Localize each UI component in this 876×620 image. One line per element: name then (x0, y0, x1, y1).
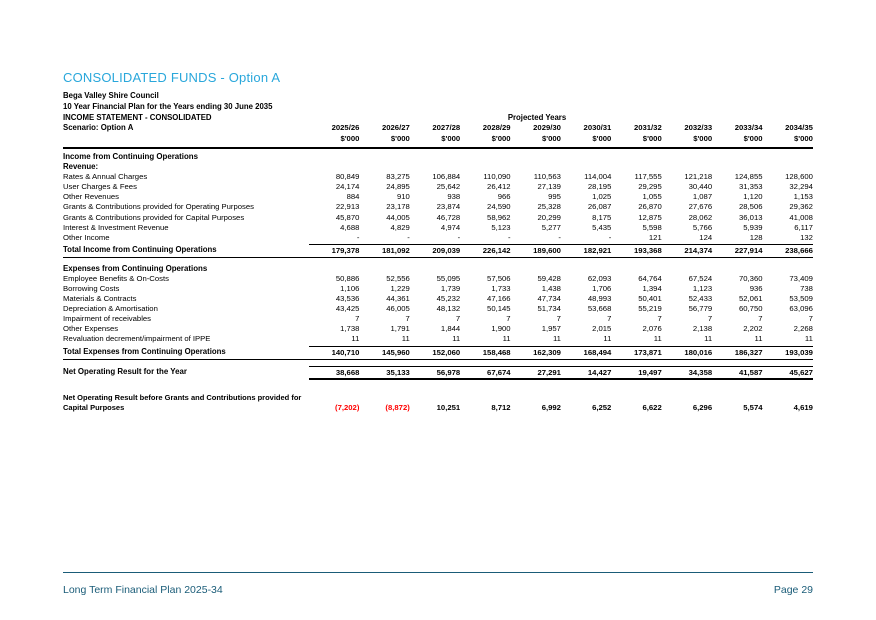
value-cell: 214,374 (662, 244, 712, 256)
table-row (63, 202, 813, 212)
income-total-row (63, 244, 813, 258)
value-cell: 2034/35 (785, 123, 813, 133)
value-cell: 162,309 (511, 346, 561, 358)
row-label (63, 393, 309, 412)
value-cell: 6,622 (642, 403, 662, 413)
value-cell: 152,060 (410, 346, 460, 358)
value-cell: 28,506 (739, 202, 763, 212)
value-cell: 7 (657, 314, 662, 324)
value-cell: 1,229 (390, 283, 410, 293)
value-cell: 2,202 (743, 324, 763, 334)
value-cell: 2,138 (692, 324, 713, 334)
value-cell: $'000 (743, 134, 763, 144)
value-cell: 121 (648, 232, 662, 242)
table-row (63, 233, 813, 243)
value-cell: 29,295 (638, 182, 662, 192)
value-cell: 995 (548, 192, 561, 202)
value-cell: 52,556 (386, 273, 410, 283)
value-cell: 41,587 (712, 366, 762, 381)
value-cell: 58,962 (487, 212, 511, 222)
value-cell: 24,174 (335, 182, 360, 192)
value-cell: 6,252 (592, 403, 612, 413)
value-cell: 936 (749, 283, 763, 293)
value-cell: 63,096 (789, 304, 813, 314)
table-row (63, 284, 813, 294)
value-cell: 10,251 (436, 403, 461, 413)
value-cell: 106,884 (432, 172, 461, 182)
value-cell: 11 (603, 334, 612, 344)
value-cell: 7 (506, 314, 511, 324)
value-cell: $'000 (491, 134, 511, 144)
row-label: Revaluation decrement/impairment of IPPE (63, 334, 211, 344)
value-cell: 2032/33 (684, 123, 713, 133)
value-cell: 41,008 (789, 212, 813, 222)
value-cell: 7 (607, 314, 612, 324)
value-cell: 2025/26 (331, 123, 360, 133)
unit-row (63, 134, 813, 149)
value-cell: $'000 (592, 134, 612, 144)
value-cell: 7 (808, 314, 813, 324)
value-cell: 12,875 (638, 212, 662, 222)
expenses-total-values (309, 346, 813, 358)
value-cell: 132 (800, 232, 813, 242)
value-cell: 5,123 (491, 222, 511, 232)
value-cell: 168,494 (561, 346, 611, 358)
value-cell: 26,412 (487, 182, 511, 192)
row-label: Grants & Contributions provided for Operating Purposes (63, 202, 255, 212)
value-cell: 128,600 (785, 172, 813, 182)
value-cell: 1,738 (340, 324, 360, 334)
value-cell: 1,957 (541, 324, 561, 334)
income-total-values (309, 244, 813, 256)
value-cell: 1,900 (491, 324, 511, 334)
value-cell: - (558, 232, 561, 242)
value-cell: 110,090 (483, 172, 511, 182)
value-cell: $'000 (441, 134, 461, 144)
value-cell: 67,524 (688, 273, 713, 283)
value-cell: 2029/30 (533, 123, 561, 133)
value-cell: 5,435 (592, 222, 612, 232)
row-label: Total Income from Continuing Operations (63, 244, 217, 254)
value-cell: 6,296 (692, 403, 713, 413)
value-cell: 5,277 (541, 222, 561, 232)
value-cell: 62,093 (587, 273, 612, 283)
value-cell: 7 (556, 314, 561, 324)
value-cell: 23,178 (386, 202, 410, 212)
value-cell: 45,627 (763, 366, 813, 381)
value-cell: 26,087 (587, 202, 612, 212)
value-cell: 7 (455, 314, 461, 324)
value-cell: - (457, 232, 461, 242)
value-cell: 11 (754, 334, 763, 344)
value-cell: 5,939 (743, 222, 763, 232)
value-cell: 80,849 (335, 172, 360, 182)
value-cell: - (407, 232, 410, 242)
value-cell: 158,468 (460, 346, 510, 358)
table-row (63, 334, 813, 344)
value-cell: 4,974 (440, 222, 461, 232)
value-cell: 180,016 (662, 346, 712, 358)
value-cell: 56,779 (688, 304, 713, 314)
value-cell: 4,829 (390, 222, 410, 232)
value-cell: 44,361 (386, 294, 410, 304)
unit-row-label (63, 134, 309, 145)
value-cell: 173,871 (611, 346, 661, 358)
year-column-headers (309, 123, 813, 134)
document-header (63, 91, 813, 113)
table-row (63, 182, 813, 192)
value-cell: 23,874 (436, 202, 461, 212)
value-cell: 193,039 (763, 346, 813, 358)
table-row (63, 274, 813, 284)
value-cell: 5,598 (642, 222, 662, 232)
value-cell: 7 (405, 314, 410, 324)
row-label: Impairment of receivables (63, 314, 152, 324)
income-section-header: Income from Continuing Operations (63, 151, 199, 161)
value-cell: 29,362 (789, 202, 813, 212)
income-rows (63, 172, 813, 243)
value-cell: 64,764 (638, 273, 662, 283)
value-cell: 1,706 (592, 283, 612, 293)
value-cell: 2028/29 (482, 123, 511, 133)
value-cell: 47,166 (487, 294, 511, 304)
net-result-values (309, 366, 813, 381)
value-cell: 31,353 (739, 182, 763, 192)
value-cell: 2,076 (642, 324, 662, 334)
value-cell: 4,619 (793, 403, 813, 413)
value-cell: 1,153 (793, 192, 813, 202)
row-label: Total Expenses from Continuing Operations (63, 346, 226, 356)
table-row (63, 172, 813, 182)
value-cell: 1,438 (541, 283, 561, 293)
value-cell: 7 (758, 314, 763, 324)
value-cell: 28,195 (587, 182, 612, 192)
value-cell: 226,142 (460, 244, 510, 256)
value-cell: 145,960 (359, 346, 409, 358)
value-cell: 11 (653, 334, 662, 344)
value-cell: 182,921 (561, 244, 611, 256)
value-cell: $'000 (642, 134, 662, 144)
value-cell: 238,666 (763, 244, 813, 256)
value-cell: 47,734 (537, 294, 561, 304)
value-cell: 1,055 (642, 192, 662, 202)
value-cell: 46,005 (386, 304, 410, 314)
value-cell: 46,728 (436, 212, 461, 222)
value-cell: 1,087 (692, 192, 713, 202)
value-cell: 6,992 (541, 403, 561, 413)
value-cell: 7 (355, 314, 360, 324)
value-cell: 55,219 (638, 304, 662, 314)
row-label: Other Expenses (63, 324, 119, 334)
value-cell: 67,674 (460, 366, 510, 381)
value-cell: 50,886 (335, 273, 360, 283)
value-cell: 6,117 (794, 222, 813, 232)
value-cell: 14,427 (561, 366, 611, 381)
value-cell: 27,676 (688, 202, 713, 212)
value-cell: 8,175 (592, 212, 612, 222)
plan-subtitle: 10 Year Financial Plan for the Years ending 30 June 2035 (63, 101, 273, 111)
value-cell: 738 (800, 283, 813, 293)
row-label: Borrowing Costs (63, 283, 120, 293)
row-label: Grants & Contributions provided for Capital Purposes (63, 212, 245, 222)
row-label: Rates & Annual Charges (63, 172, 148, 182)
value-cell: 1,733 (491, 283, 511, 293)
value-cell: 53,668 (587, 304, 612, 314)
row-label: Depreciation & Amortisation (63, 304, 158, 314)
value-cell: 117,555 (634, 172, 662, 182)
value-cell: 4,688 (340, 222, 360, 232)
value-cell: 5,766 (692, 222, 713, 232)
row-label: Interest & Investment Revenue (63, 222, 169, 232)
row-label: Employee Benefits & On-Costs (63, 273, 169, 283)
value-cell: 55,095 (436, 273, 461, 283)
value-cell: 11 (401, 334, 410, 344)
value-cell: 1,791 (390, 324, 410, 334)
value-cell: $'000 (542, 134, 561, 144)
value-cell: 2026/27 (381, 123, 410, 133)
value-cell: 35,133 (359, 366, 409, 381)
value-cell: 51,734 (537, 304, 561, 314)
row-label: Net Operating Result for the Year (63, 366, 187, 376)
org-name: Bega Valley Shire Council (63, 91, 159, 100)
value-cell: 19,497 (611, 366, 661, 381)
row-label: Other Income (63, 232, 110, 242)
value-cell: 73,409 (789, 273, 813, 283)
value-cell: 2031/32 (633, 123, 662, 133)
value-cell: 5,574 (743, 403, 763, 413)
page-footer (63, 572, 813, 596)
statement-title: INCOME STATEMENT - CONSOLIDATED (63, 112, 212, 122)
value-cell: 140,710 (309, 346, 359, 358)
value-cell: 1,844 (440, 324, 461, 334)
row-label: Other Revenues (63, 192, 119, 202)
value-cell: 52,061 (739, 294, 763, 304)
value-cell: - (608, 232, 612, 242)
value-cell: 27,139 (537, 182, 561, 192)
table-row (63, 223, 813, 233)
value-cell: 25,328 (537, 202, 561, 212)
net-before-capital-row (63, 393, 813, 412)
value-cell: 189,600 (511, 244, 561, 256)
value-cell: 7 (707, 314, 713, 324)
value-cell: 83,275 (386, 172, 410, 182)
value-cell: 2030/31 (583, 123, 612, 133)
value-cell: 56,978 (410, 366, 460, 381)
value-cell: 32,294 (789, 182, 813, 192)
value-cell: 1,739 (440, 283, 461, 293)
value-cell: 209,039 (410, 244, 460, 256)
value-cell: 24,895 (386, 182, 410, 192)
value-cell: 124 (699, 232, 713, 242)
expenses-total-row (63, 346, 813, 360)
value-cell: 52,433 (688, 294, 713, 304)
scenario-row (63, 123, 813, 134)
value-cell: 43,425 (335, 304, 360, 314)
value-cell: 193,368 (611, 244, 661, 256)
value-cell: 27,291 (511, 366, 561, 381)
value-cell: 45,232 (436, 294, 461, 304)
value-cell: 25,642 (436, 182, 461, 192)
value-cell: 11 (704, 334, 713, 344)
value-cell: 2027/28 (432, 123, 461, 133)
value-cell: 53,509 (789, 294, 813, 304)
value-cell: 114,004 (584, 172, 612, 182)
value-cell: 48,993 (587, 294, 612, 304)
statement-row (63, 113, 813, 124)
value-cell: 966 (497, 192, 511, 202)
row-label: Materials & Contracts (63, 294, 137, 304)
value-cell: 70,360 (739, 273, 763, 283)
table-row (63, 213, 813, 223)
value-cell: 26,870 (638, 202, 662, 212)
row-label: User Charges & Fees (63, 182, 137, 192)
value-cell: - (508, 232, 511, 242)
table-row (63, 294, 813, 304)
value-cell: 2,268 (793, 324, 813, 334)
value-cell: 121,218 (684, 172, 713, 182)
value-cell: 24,590 (487, 202, 511, 212)
value-cell: 8,712 (491, 403, 511, 413)
expense-rows (63, 274, 813, 345)
page-content (63, 0, 813, 412)
table-row (63, 314, 813, 324)
value-cell: 910 (396, 192, 410, 202)
value-cell: 11 (351, 334, 360, 344)
value-cell: 57,506 (487, 273, 511, 283)
footer-plan-title: Long Term Financial Plan 2025-34 (63, 584, 223, 596)
value-cell: 11 (552, 334, 561, 344)
net-before-capital-label-line1: Net Operating Result before Grants and Contributions provided for (63, 393, 302, 402)
value-cell: (8,872) (385, 403, 410, 413)
value-cell: $'000 (340, 134, 360, 144)
value-cell: - (356, 232, 360, 242)
value-cell: 36,013 (739, 212, 763, 222)
value-cell: 1,106 (340, 283, 360, 293)
value-cell: 38,668 (309, 366, 359, 381)
value-cell: 28,062 (688, 212, 713, 222)
value-cell: 60,750 (739, 304, 763, 314)
net-before-capital-values (309, 393, 813, 412)
value-cell: $'000 (693, 134, 713, 144)
value-cell: 110,563 (533, 172, 561, 182)
value-cell: 1,123 (692, 283, 713, 293)
value-cell: $'000 (390, 134, 410, 144)
value-cell: 44,005 (386, 212, 410, 222)
value-cell: 124,855 (734, 172, 763, 182)
expenses-section-header: Expenses from Continuing Operations (63, 263, 208, 273)
value-cell: 11 (502, 334, 511, 344)
value-cell: 34,358 (662, 366, 712, 381)
page-number: Page 29 (773, 584, 813, 596)
projected-years-label: Projected Years (507, 112, 567, 122)
value-cell: (7,202) (335, 403, 360, 413)
value-cell: 884 (346, 192, 360, 202)
value-cell: 50,401 (638, 294, 662, 304)
revenue-sub-header: Revenue: (63, 161, 99, 171)
value-cell: 128 (749, 232, 763, 242)
table-row (63, 304, 813, 314)
value-cell: 11 (804, 334, 813, 344)
value-cell: 1,025 (592, 192, 612, 202)
table-row (63, 324, 813, 334)
value-cell: 1,394 (642, 283, 662, 293)
unit-column-headers (309, 134, 813, 145)
value-cell: 11 (452, 334, 461, 344)
table-row (63, 192, 813, 202)
value-cell: $'000 (793, 134, 813, 144)
value-cell: 186,327 (712, 346, 762, 358)
page-title: CONSOLIDATED FUNDS - Option A (63, 70, 281, 85)
value-cell: 30,440 (688, 182, 713, 192)
value-cell: 227,914 (712, 244, 762, 256)
value-cell: 43,536 (335, 294, 360, 304)
value-cell: 50,145 (487, 304, 511, 314)
net-before-capital-label-line2: Capital Purposes (63, 402, 125, 412)
value-cell: 59,428 (537, 273, 561, 283)
value-cell: 2,015 (592, 324, 612, 334)
value-cell: 1,120 (743, 192, 763, 202)
net-result-row (63, 366, 813, 381)
scenario-label: Scenario: Option A (63, 123, 134, 133)
value-cell: 48,132 (436, 304, 461, 314)
value-cell: 45,870 (335, 212, 360, 222)
value-cell: 938 (447, 192, 461, 202)
value-cell: 22,913 (335, 202, 360, 212)
value-cell: 181,092 (359, 244, 409, 256)
value-cell: 179,378 (309, 244, 359, 256)
value-cell: 2033/34 (734, 123, 763, 133)
value-cell: 20,299 (537, 212, 561, 222)
